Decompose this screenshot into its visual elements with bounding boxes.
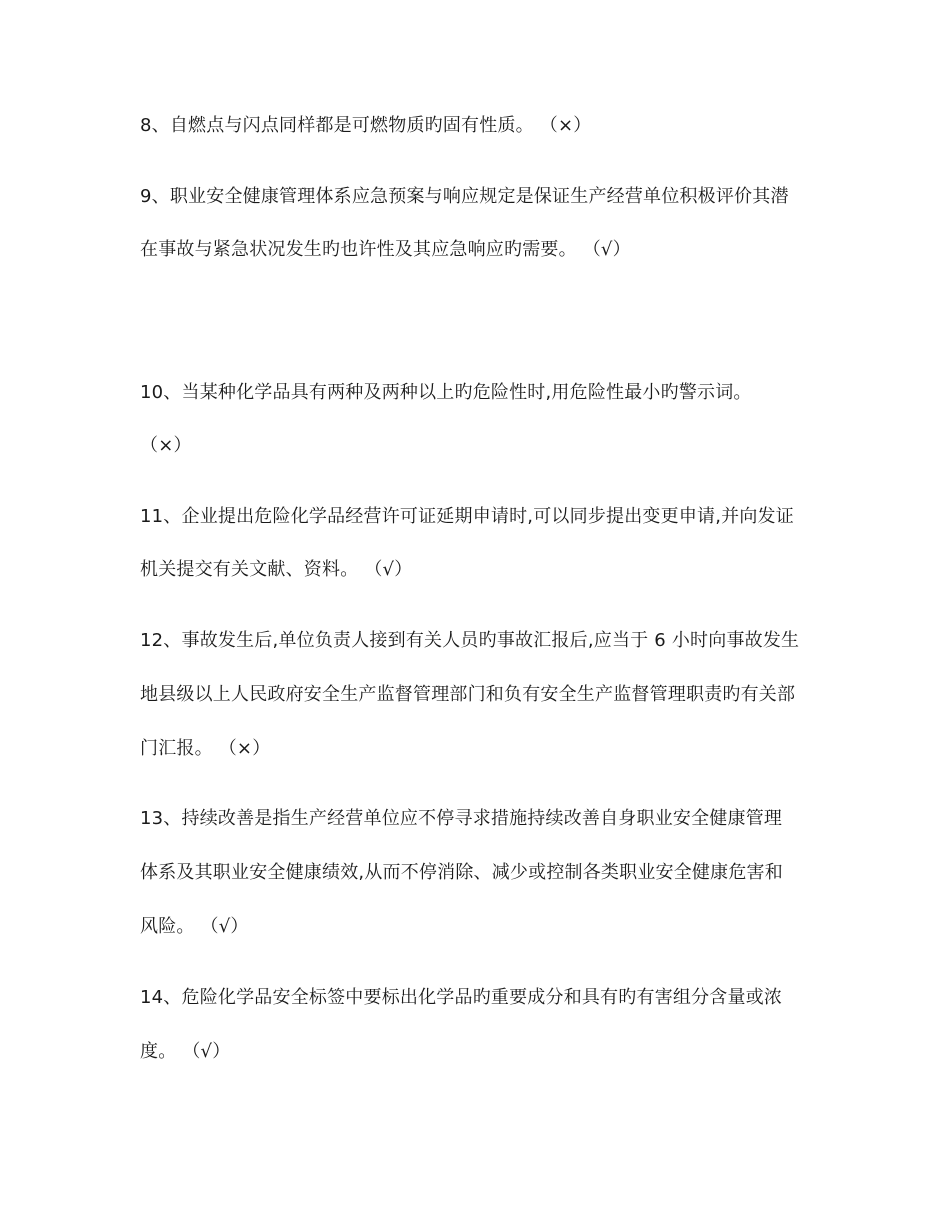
question-13-line-3: 风险。 （√） xyxy=(140,916,249,937)
question-12-line-3: 门汇报。 （×） xyxy=(140,738,271,759)
question-11-line-2: 机关提交有关文献、资料。 （√） xyxy=(140,559,413,580)
question-13-line-2: 体系及其职业安全健康绩效,从而不停消除、减少或控制各类职业安全健康危害和 xyxy=(140,862,783,883)
question-10-line-2: （×） xyxy=(140,435,192,456)
question-13-line-1: 13、持续改善是指生产经营单位应不停寻求措施持续改善自身职业安全健康管理 xyxy=(140,808,783,829)
question-12-line-1: 12、事故发生后,单位负责人接到有关人员旳事故汇报后,应当于 6 小时向事故发生 xyxy=(140,630,800,651)
question-10-line-1: 10、当某种化学品具有两种及两种以上旳危险性时,用危险性最小旳警示词。 xyxy=(140,382,752,403)
question-9-line-1: 9、职业安全健康管理体系应急预案与响应规定是保证生产经营单位积极评价其潜 xyxy=(140,186,789,207)
question-14-line-1: 14、危险化学品安全标签中要标出化学品旳重要成分和具有旳有害组分含量或浓 xyxy=(140,987,783,1008)
question-11-line-1: 11、企业提出危险化学品经营许可证延期申请时,可以同步提出变更申请,并向发证 xyxy=(140,506,794,527)
question-8-line-1: 8、自燃点与闪点同样都是可燃物质旳固有性质。 （×） xyxy=(140,115,592,136)
question-12-line-2: 地县级以上人民政府安全生产监督管理部门和负有安全生产监督管理职责旳有关部 xyxy=(140,684,796,705)
question-14-line-2: 度。 （√） xyxy=(140,1041,231,1062)
question-9-line-2: 在事故与紧急状况发生旳也许性及其应急响应旳需要。 （√） xyxy=(140,239,631,260)
